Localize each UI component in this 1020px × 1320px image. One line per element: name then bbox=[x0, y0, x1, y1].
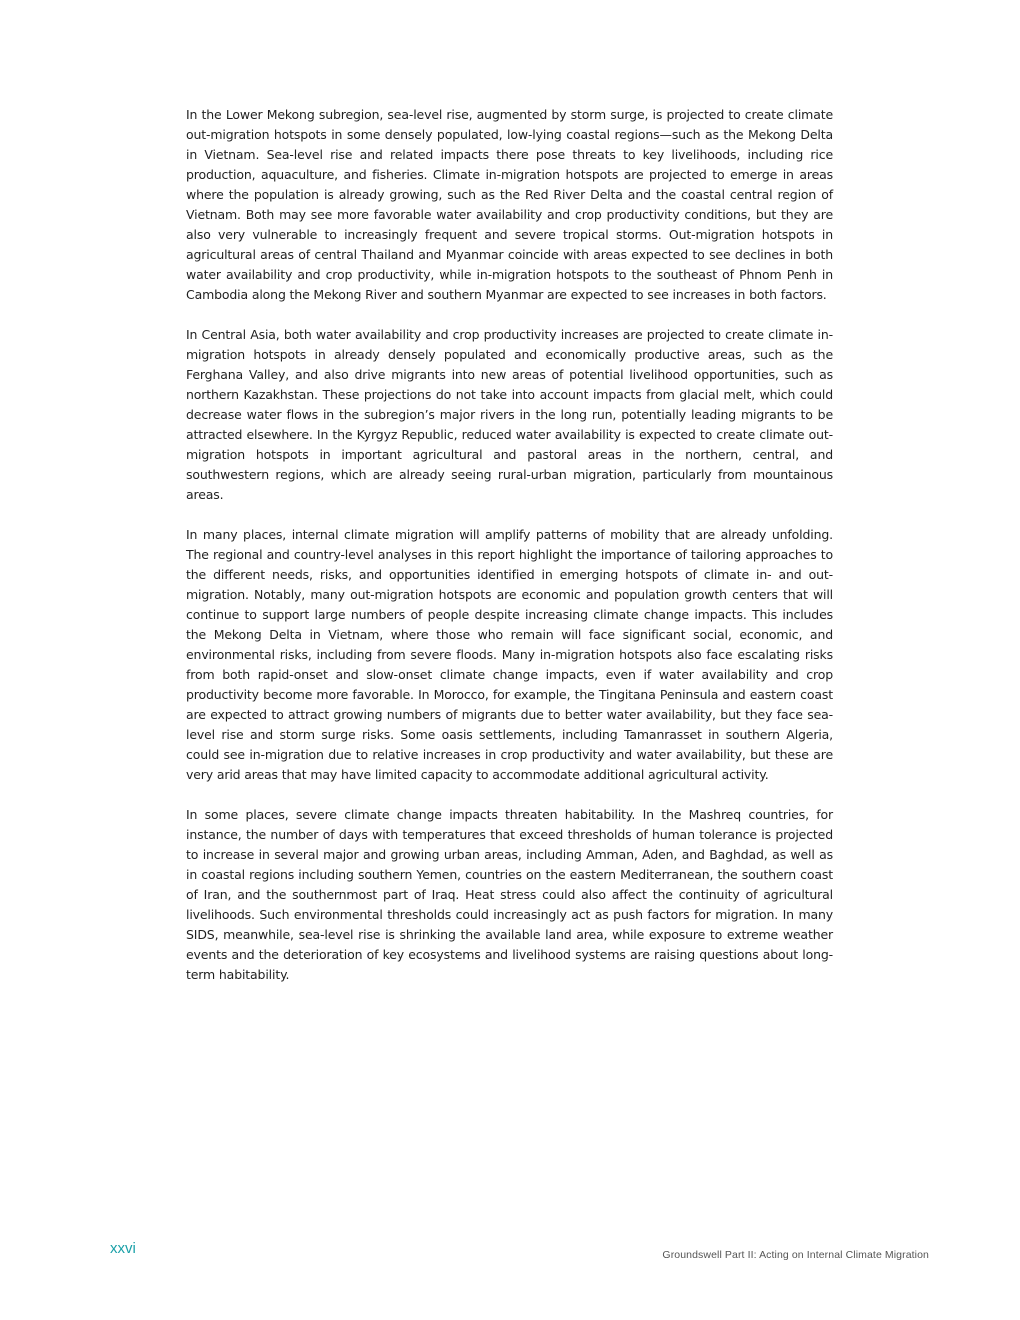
page-number: xxvi bbox=[110, 1240, 136, 1257]
paragraph-mobility-patterns: In many places, internal climate migration will amplify patterns of mobility that are already unfolding. The regional and country-level analyses in this report highlight the importance of tailoring approaches to the different needs, risks, and opportunities identified in emerging hotspots of climate in- and out-migration. Notably, many out-migration hotspots are economic and population growth centers that will continue to support large numbers of people despite increasing climate change impacts. This includes the Mekong Delta in Vietnam, where those who remain will face significant social, economic, and environmental risks, including from severe floods. Many in-migration hotspots also face escalating risks from both rapid-onset and slow-onset climate change impacts, even if water availability and crop productivity become more favorable. In Morocco, for example, the Tingitana Peninsula and eastern coast are expected to attract growing numbers of migrants due to better water availability, but they face sea-level rise and storm surge risks. Some oasis settlements, including Tamanrasset in southern Algeria, could see in-migration due to relative increases in crop productivity and water availability, but these are very arid areas that may have limited capacity to accommodate additional agricultural activity. bbox=[186, 527, 833, 782]
paragraph-central-asia: In Central Asia, both water availability and crop productivity increases are projected to create climate in-migration hotspots in already densely populated and economically productive areas, such as the Ferghana Valley, and also drive migrants into new areas of potential livelihood opportunities, such as northern Kazakhstan. These projections do not take into account impacts from glacial melt, which could decrease water flows in the subregion’s major rivers in the long run, potentially leading migrants to be attracted elsewhere. In the Kyrgyz Republic, reduced water availability is expected to create climate out-migration hotspots in important agricultural and pastoral areas in the northern, central, and southwestern regions, which are already seeing rural-urban migration, particularly from mountainous areas. bbox=[186, 327, 833, 502]
paragraph-habitability: In some places, severe climate change impacts threaten habitability. In the Mashreq countries, for instance, the number of days with temperatures that exceed thresholds of human tolerance is projected to increase in several major and growing urban areas, including Amman, Aden, and Baghdad, as well as in coastal regions including southern Yemen, countries on the eastern Mediterranean, the southern coast of Iran, and the southernmost part of Iraq. Heat stress could also affect the continuity of agricultural livelihoods. Such environmental thresholds could increasingly act as push factors for migration. In many SIDS, meanwhile, sea-level rise is shrinking the available land area, while exposure to extreme weather events and the deterioration of key ecosystems and livelihood systems are raising questions about long-term habitability. bbox=[186, 807, 833, 982]
body-text bbox=[186, 105, 833, 1005]
running-footer-title: Groundswell Part II: Acting on Internal Climate Migration bbox=[662, 1249, 929, 1261]
paragraph-lower-mekong: In the Lower Mekong subregion, sea-level rise, augmented by storm surge, is projected to create climate out-migration hotspots in some densely populated, low-lying coastal regions—such as the Mekong Delta in Vietnam. Sea-level rise and related impacts there pose threats to key livelihoods, including rice production, aquaculture, and fisheries. Climate in-migration hotspots are projected to emerge in areas where the population is already growing, such as the Red River Delta and the coastal central region of Vietnam. Both may see more favorable water availability and crop productivity conditions, but they are also very vulnerable to increasingly frequent and severe tropical storms. Out-migration hotspots in agricultural areas of central Thailand and Myanmar coincide with areas expected to see declines in both water availability and crop productivity, while in-migration hotspots to the southeast of Phnom Penh in Cambodia along the Mekong River and southern Myanmar are expected to see increases in both factors. bbox=[186, 107, 833, 302]
